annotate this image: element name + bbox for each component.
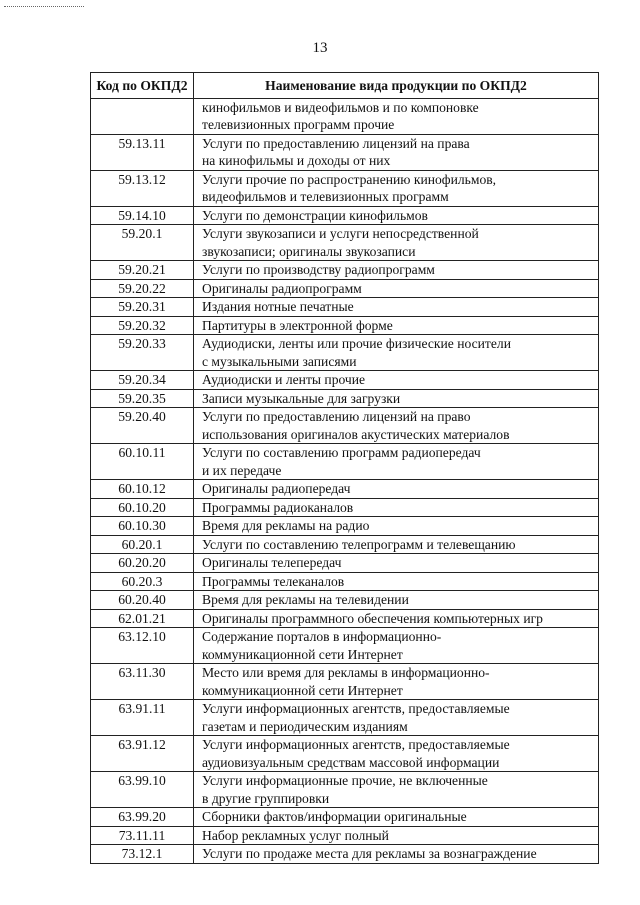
- product-name-line: телевизионных программ прочие: [202, 117, 395, 132]
- product-name-line: Услуги по предоставлению лицензий на право: [202, 409, 471, 424]
- product-name: [194, 845, 599, 864]
- product-code: [91, 98, 194, 134]
- table-row: [91, 826, 599, 845]
- table-row: [91, 808, 599, 827]
- table-row: [91, 371, 599, 390]
- product-name: [194, 808, 599, 827]
- table-row: [91, 572, 599, 591]
- product-code: 60.20.1: [91, 535, 194, 554]
- product-name-line: коммуникационной сети Интернет: [202, 682, 403, 698]
- table-row: [91, 609, 599, 628]
- okpd-table: [90, 72, 599, 864]
- product-name: [194, 444, 599, 480]
- table-row: [91, 316, 599, 335]
- table-row: [91, 444, 599, 480]
- product-name: [194, 517, 599, 536]
- product-code: 59.20.35: [91, 389, 194, 408]
- product-name: [194, 389, 599, 408]
- product-name-line: аудиовизуальным средствам массовой информации: [202, 754, 500, 770]
- product-code: 60.20.3: [91, 572, 194, 591]
- table-header-row: [91, 73, 599, 99]
- product-code: 60.10.20: [91, 498, 194, 517]
- table-row: [91, 700, 599, 736]
- product-name-line: Сборники фактов/информации оригинальные: [202, 809, 467, 824]
- product-name-line: Партитуры в электронной форме: [202, 317, 393, 333]
- product-code: 59.20.32: [91, 316, 194, 335]
- product-name: [194, 316, 599, 335]
- product-name-line: Программы телеканалов: [202, 573, 345, 589]
- product-name: [194, 535, 599, 554]
- product-name-line: Время для рекламы на радио: [202, 518, 370, 533]
- product-code: 59.13.12: [91, 170, 194, 206]
- product-name-line: Программы радиоканалов: [202, 499, 354, 515]
- product-name-line: в другие группировки: [202, 790, 330, 806]
- product-code: 63.99.10: [91, 772, 194, 808]
- product-name-line: Время для рекламы на телевидении: [202, 592, 409, 607]
- table-row: [91, 772, 599, 808]
- product-name: [194, 664, 599, 700]
- product-name-line: Издания нотные печатные: [202, 299, 354, 314]
- header-code: Код по ОКПД2: [91, 73, 194, 99]
- product-code: 60.20.40: [91, 591, 194, 610]
- product-name-line: звукозаписи; оригиналы звукозаписи: [202, 243, 416, 259]
- product-name-line: использования оригиналов акустических материалов: [202, 426, 510, 442]
- product-code: 59.13.11: [91, 134, 194, 170]
- product-name-line: кинофильмов и видеофильмов и по компоновке: [202, 99, 479, 115]
- table-row: [91, 335, 599, 371]
- product-name: [194, 609, 599, 628]
- product-name-line: Услуги по демонстрации кинофильмов: [202, 207, 428, 223]
- table-row: [91, 517, 599, 536]
- product-name: [194, 628, 599, 664]
- product-name-line: видеофильмов и телевизионных программ: [202, 189, 449, 204]
- table-row: [91, 279, 599, 298]
- product-name: [194, 772, 599, 808]
- product-name-line: Услуги по предоставлению лицензий на права: [202, 135, 470, 151]
- table-row: [91, 389, 599, 408]
- product-code: 63.91.11: [91, 700, 194, 736]
- product-code: 59.20.34: [91, 371, 194, 390]
- product-name-line: и их передаче: [202, 462, 282, 478]
- product-code: 59.20.22: [91, 279, 194, 298]
- table-row: [91, 498, 599, 517]
- product-name-line: Услуги информационных агентств, предоставляемые: [202, 701, 510, 716]
- table-row: [91, 206, 599, 225]
- product-name-line: Место или время для рекламы в информационно-: [202, 665, 490, 680]
- product-name: [194, 591, 599, 610]
- product-name: [194, 279, 599, 298]
- product-name-line: Содержание порталов в информационно-: [202, 629, 442, 644]
- product-name-line: Услуги прочие по распространению кинофильмов,: [202, 171, 497, 187]
- table-row: [91, 261, 599, 280]
- table-row: [91, 225, 599, 261]
- product-code: 59.20.40: [91, 408, 194, 444]
- product-code: 60.20.20: [91, 554, 194, 573]
- table-row: [91, 98, 599, 134]
- product-name: [194, 206, 599, 225]
- product-name: [194, 408, 599, 444]
- product-name-line: Услуги звукозаписи и услуги непосредственной: [202, 226, 479, 241]
- product-name: [194, 298, 599, 317]
- table-row: [91, 628, 599, 664]
- product-code: 59.20.21: [91, 261, 194, 280]
- product-name: [194, 134, 599, 170]
- product-name-line: Услуги по продаже места для рекламы за вознаграждение: [202, 846, 537, 861]
- table-row: [91, 408, 599, 444]
- product-code: 60.10.11: [91, 444, 194, 480]
- product-name-line: коммуникационной сети Интернет: [202, 646, 403, 662]
- product-name: [194, 572, 599, 591]
- table-row: [91, 535, 599, 554]
- product-name-line: Оригиналы телепередач: [202, 555, 342, 570]
- table-row: [91, 736, 599, 772]
- product-name-line: Оригиналы программного обеспечения компьютерных игр: [202, 610, 543, 626]
- product-name-line: Услуги информационных агентств, предоставляемые: [202, 737, 510, 752]
- product-name: [194, 480, 599, 499]
- table-row: [91, 480, 599, 499]
- product-code: 63.99.20: [91, 808, 194, 827]
- product-name-line: Аудиодиски и ленты прочие: [202, 372, 366, 387]
- product-name: [194, 554, 599, 573]
- product-code: 59.14.10: [91, 206, 194, 225]
- product-name-line: Аудиодиски, ленты или прочие физические носители: [202, 336, 511, 351]
- product-name: [194, 225, 599, 261]
- product-code: 60.10.12: [91, 480, 194, 499]
- product-code: 60.10.30: [91, 517, 194, 536]
- table-row: [91, 591, 599, 610]
- product-name-line: Услуги по составлению телепрограмм и телевещанию: [202, 536, 516, 552]
- table-row: [91, 664, 599, 700]
- product-name-line: Оригиналы радиопрограмм: [202, 280, 362, 296]
- product-code: 63.11.30: [91, 664, 194, 700]
- scan-artifact: [4, 6, 84, 13]
- product-name-line: на кинофильмы и доходы от них: [202, 153, 391, 168]
- product-name: [194, 826, 599, 845]
- page-number: 13: [312, 40, 328, 56]
- product-code: 59.20.33: [91, 335, 194, 371]
- product-code: 59.20.31: [91, 298, 194, 317]
- table-row: [91, 554, 599, 573]
- product-name: [194, 170, 599, 206]
- product-name-line: с музыкальными записями: [202, 353, 357, 369]
- product-name-line: Записи музыкальные для загрузки: [202, 390, 401, 406]
- product-name-line: газетам и периодическим изданиям: [202, 718, 408, 734]
- product-code: 73.11.11: [91, 826, 194, 845]
- product-name: [194, 98, 599, 134]
- product-code: 63.91.12: [91, 736, 194, 772]
- table-row: [91, 170, 599, 206]
- table-body: [91, 98, 599, 863]
- product-name-line: Услуги по составлению программ радиопередач: [202, 445, 481, 460]
- product-code: 63.12.10: [91, 628, 194, 664]
- product-code: 59.20.1: [91, 225, 194, 261]
- table-row: [91, 298, 599, 317]
- table-row: [91, 845, 599, 864]
- product-name: [194, 371, 599, 390]
- product-name: [194, 335, 599, 371]
- header-name: Наименование вида продукции по ОКПД2: [194, 73, 599, 99]
- product-name-line: Набор рекламных услуг полный: [202, 827, 389, 843]
- product-name: [194, 736, 599, 772]
- product-name: [194, 700, 599, 736]
- product-name-line: Оригиналы радиопередач: [202, 481, 351, 496]
- product-code: 73.12.1: [91, 845, 194, 864]
- product-name-line: Услуги по производству радиопрограмм: [202, 262, 435, 277]
- product-name-line: Услуги информационные прочие, не включенные: [202, 773, 488, 788]
- product-name: [194, 498, 599, 517]
- table-row: [91, 134, 599, 170]
- product-name: [194, 261, 599, 280]
- product-code: 62.01.21: [91, 609, 194, 628]
